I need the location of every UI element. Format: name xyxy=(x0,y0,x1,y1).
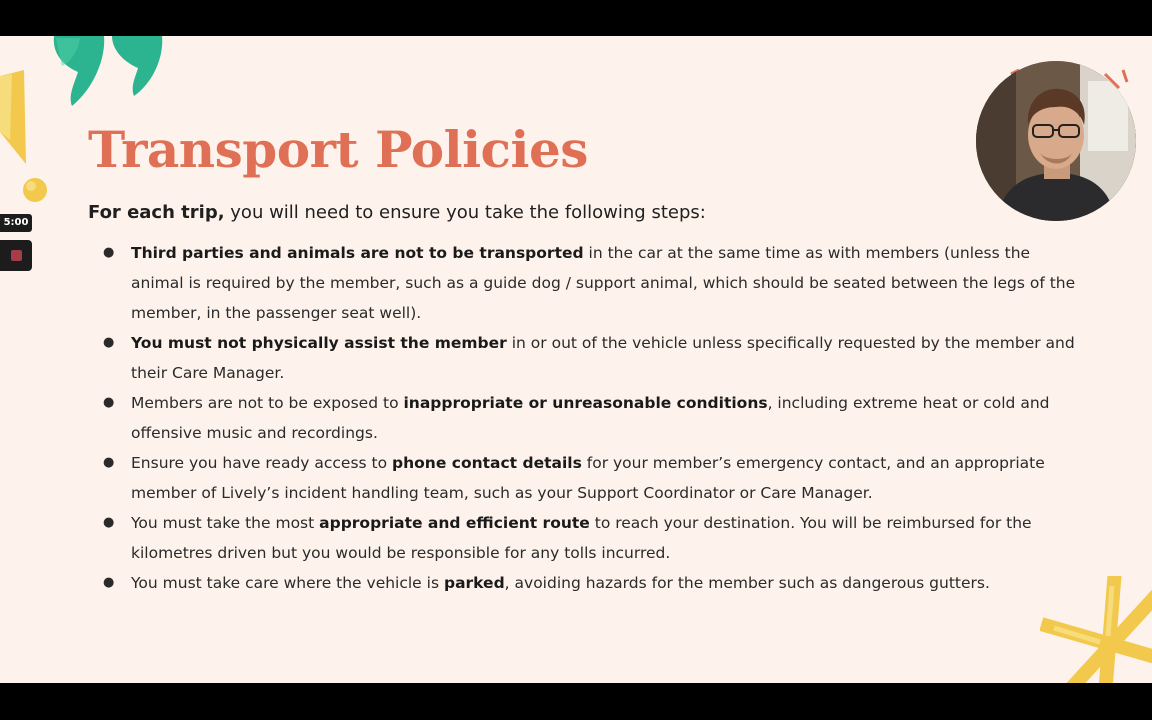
policy-item-bold: Third parties and animals are not to be transported xyxy=(131,244,584,262)
policy-item xyxy=(100,448,1080,508)
intro-bold: For each trip, xyxy=(88,202,225,223)
bullet-icon: ● xyxy=(103,245,115,260)
policy-item-text: to reach your destination. You will be reimbursed for the kilometres driven but you would be responsible for any tolls incurred. xyxy=(131,514,1032,562)
presenter-figure xyxy=(976,61,1136,221)
bullet-icon: ● xyxy=(103,515,115,530)
policy-item-text: Members are not to be exposed to xyxy=(131,394,404,412)
policy-item xyxy=(100,238,1080,328)
asterisk-decoration-icon xyxy=(1040,576,1152,683)
policy-item-bold: You must not physically assist the member xyxy=(131,334,507,352)
stop-square-icon xyxy=(11,250,22,261)
yellow-dot-decoration xyxy=(20,176,50,206)
policy-item-text: Ensure you have ready access to xyxy=(131,454,393,472)
bullet-icon: ● xyxy=(103,455,115,470)
slide-intro xyxy=(88,202,706,223)
policy-item-text: , avoiding hazards for the member such as dangerous gutters. xyxy=(504,574,990,592)
policy-item-text: You must take care where the vehicle is xyxy=(131,574,444,592)
policy-item-text: , including extreme heat or cold and offensive music and recordings. xyxy=(131,394,1050,442)
top-letterbox xyxy=(0,0,1152,36)
webcam-feed[interactable] xyxy=(976,61,1136,221)
bullet-icon: ● xyxy=(103,395,115,410)
policy-item-text: in the car at the same time as with members (unless the animal is required by the member, such as a guide dog / support animal, which should be seated between the legs of the member, in the passenger seat well). xyxy=(131,244,1076,322)
policy-item-bold: phone contact details xyxy=(392,454,582,472)
recording-timer: 5:00 xyxy=(0,214,32,232)
intro-text: you will need to ensure you take the following steps: xyxy=(224,202,706,223)
policy-item xyxy=(100,388,1080,448)
policy-item-text: You must take the most xyxy=(131,514,320,532)
bottom-letterbox xyxy=(0,683,1152,720)
policy-list xyxy=(100,238,1080,598)
policy-item-text: for your member’s emergency contact, and an appropriate member of Lively’s incident handling team, such as your Support Coordinator or Care Manager. xyxy=(131,454,1045,502)
slide-title: Transport Policies xyxy=(88,120,588,179)
policy-item-bold: appropriate and efficient route xyxy=(319,514,590,532)
policy-item-bold: inappropriate or unreasonable conditions xyxy=(403,394,768,412)
bullet-icon: ● xyxy=(103,335,115,350)
policy-item-text: in or out of the vehicle unless specifically requested by the member and their Care Manager. xyxy=(131,334,1075,382)
presentation-slide xyxy=(0,36,1152,683)
yellow-triangle-decoration xyxy=(0,70,28,166)
policy-item xyxy=(100,568,1080,598)
policy-item-bold: parked xyxy=(443,574,505,592)
stop-recording-button[interactable] xyxy=(0,240,32,271)
policy-item xyxy=(100,508,1080,568)
bullet-icon: ● xyxy=(103,575,115,590)
policy-item xyxy=(100,328,1080,388)
quote-marks-icon xyxy=(50,36,165,108)
